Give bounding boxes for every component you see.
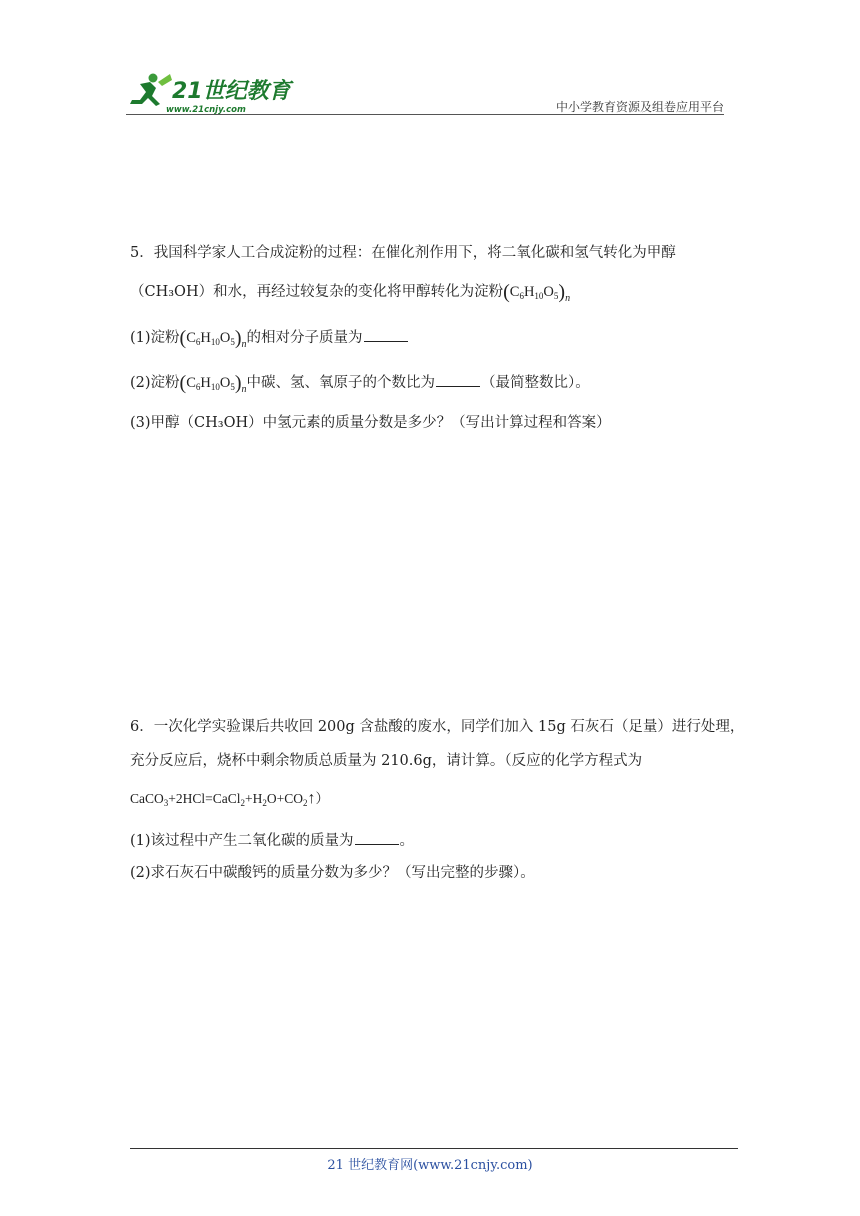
q6-part2: (2)求石灰石中碳酸钙的质量分数为多少？（写出完整的步骤）。: [130, 865, 535, 881]
q6-equation: $CaCO_3+2HCl=CaCl_2+H_2O+CO_2↑$）: [130, 790, 329, 808]
starch-formula: $(C_6H_{10}O_5)_n$: [179, 327, 247, 350]
q5-part1-suffix: 的相对分子质量为: [246, 330, 363, 346]
q5-part2: [130, 372, 590, 401]
starch-formula: $(C_6H_{10}O_5)_n$: [503, 281, 571, 304]
q6-part1-suffix: 。: [399, 833, 415, 849]
logo-21cnjy: [126, 70, 296, 114]
q5-part1-prefix: (1)淀粉: [130, 330, 180, 346]
q5-line1: 5．我国科学家人工合成淀粉的过程：在催化剂作用下，将二氧化碳和氢气转化为甲醇: [130, 245, 676, 261]
q5-part2-prefix: (2)淀粉: [130, 375, 180, 391]
answer-blank[interactable]: [436, 372, 480, 387]
logo-text: 21世纪教育: [172, 79, 291, 104]
q5-part1: [130, 327, 409, 356]
q6-part1-prefix: (1)该过程中产生二氧化碳的质量为: [130, 833, 354, 849]
page-header: [126, 66, 724, 116]
q5-line2: [130, 281, 570, 310]
starch-formula: $(C_6H_{10}O_5)_n$: [179, 372, 247, 395]
platform-label: 中小学教育资源及组卷应用平台: [555, 100, 724, 114]
footer-divider: [130, 1148, 738, 1149]
q5-part2-suffix: （最简整数比）。: [481, 375, 590, 391]
q5-part3: (3)甲醇（CH₃OH）中氢元素的质量分数是多少？（写出计算过程和答案）: [130, 415, 611, 431]
answer-blank[interactable]: [364, 327, 408, 342]
q6-line2: 充分反应后，烧杯中剩余物质总质量为 210.6g，请计算。（反应的化学方程式为: [130, 753, 643, 769]
footer-link[interactable]: 21 世纪教育网(www.21cnjy.com): [327, 1158, 533, 1173]
logo-url: www.21cnjy.com: [166, 105, 246, 114]
q6-line1: 6．一次化学实验课后共收回 200g 含盐酸的废水，同学们加入 15g 石灰石（足量）进行处理，: [130, 719, 745, 735]
answer-blank[interactable]: [355, 830, 399, 845]
q5-line2-text: （CH₃OH）和水，再经过较复杂的变化将甲醇转化为淀粉: [130, 284, 504, 300]
header-divider: [126, 114, 724, 115]
q5-part2-mid: 中碳、氢、氧原子的个数比为: [246, 375, 436, 391]
q6-part1: [130, 830, 414, 852]
